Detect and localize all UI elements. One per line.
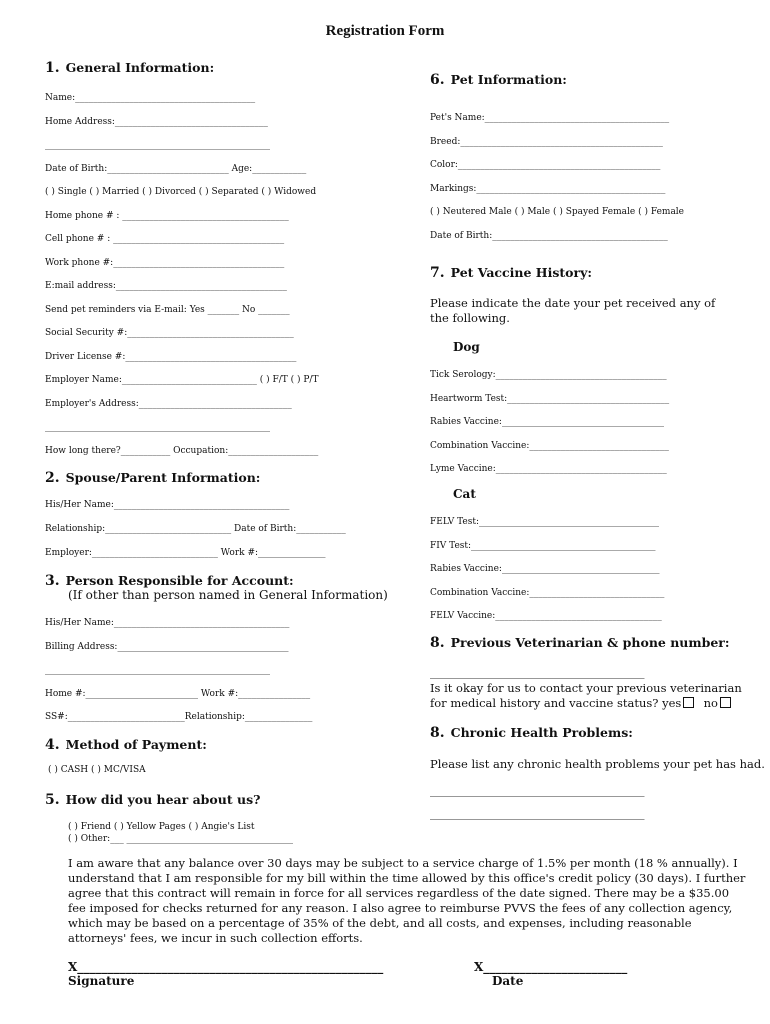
prev-vet-field[interactable]: _______________________________________: [430, 666, 645, 679]
general-field-5[interactable]: ( ) Single ( ) Married ( ) Divorced ( ) Separated ( ) Widowed: [45, 187, 317, 197]
general-field-4[interactable]: Date of Birth:___________________________ Age:____________: [45, 163, 307, 174]
pet-field-4[interactable]: Markings:__________________________________________: [430, 183, 666, 194]
responsible-field-2[interactable]: Billing Address:______________________________________: [45, 641, 289, 652]
spouse-field-1[interactable]: His/Her Name:_______________________________________: [45, 500, 290, 510]
dog-vaccine-field-2[interactable]: Heartworm Test:____________________________________: [430, 393, 670, 404]
date-label: Date: [492, 974, 524, 988]
general-field-12[interactable]: Driver License #:______________________________________: [45, 351, 297, 362]
pet-field-5[interactable]: ( ) Neutered Male ( ) Male ( ) Spayed Female ( ) Female: [430, 207, 685, 217]
hear-about-heading: 5. How did you hear about us?: [45, 792, 261, 808]
prev-vet-question: Is it okay for us to contact your previous veterinarian for medical history and vaccine status? yes no: [430, 681, 742, 710]
payment-options[interactable]: ( ) CASH ( ) MC/VISA: [48, 765, 146, 775]
responsible-field-4[interactable]: Home #:_________________________ Work #:________________: [45, 688, 311, 699]
cat-vaccine-field-3[interactable]: Rabies Vaccine:___________________________________: [430, 564, 660, 574]
general-field-8[interactable]: Work phone #:______________________________________: [45, 257, 285, 268]
payment-heading: 4. Method of Payment:: [45, 737, 207, 753]
vaccine-heading: 7. Pet Vaccine History:: [430, 265, 592, 281]
signature-label: Signature: [68, 974, 135, 988]
prev-vet-heading: 8. Previous Veterinarian & phone number:: [430, 635, 730, 651]
spouse-field-3[interactable]: Employer:____________________________ Work #:_______________: [45, 548, 326, 558]
spouse-field-2[interactable]: Relationship:____________________________ Date of Birth:___________: [45, 524, 346, 534]
date-line[interactable]: X________________________: [474, 960, 628, 974]
dog-vaccine-field-5[interactable]: Lyme Vaccine:______________________________________: [430, 464, 667, 474]
responsible-subheading: (If other than person named in General Information): [68, 588, 388, 602]
general-info-heading: 1. General Information:: [45, 60, 215, 76]
cat-label: Cat: [453, 487, 476, 501]
spouse-info-heading: 2. Spouse/Parent Information:: [45, 470, 261, 486]
pet-field-3[interactable]: Color:_____________________________________________: [430, 160, 661, 170]
dog-vaccine-field-4[interactable]: Combination Vaccine:_______________________________: [430, 440, 669, 451]
general-field-13[interactable]: Employer Name:______________________________ ( ) F/T ( ) P/T: [45, 375, 319, 385]
pet-info-heading: 6. Pet Information:: [430, 72, 567, 88]
general-field-15[interactable]: __________________________________________________: [45, 422, 270, 432]
vaccine-intro: Please indicate the date your pet received any of the following.: [430, 296, 716, 325]
cat-vaccine-field-1[interactable]: FELV Test:________________________________________: [430, 517, 659, 527]
no-checkbox[interactable]: [720, 697, 731, 708]
responsible-heading: 3. Person Responsible for Account:: [45, 573, 294, 589]
general-field-6[interactable]: Home phone # : _____________________________________: [45, 210, 289, 221]
pet-field-6[interactable]: Date of Birth:_______________________________________: [430, 230, 668, 241]
hear-about-other[interactable]: ( ) Other:___ _____________________________________: [68, 834, 294, 844]
pet-field-1[interactable]: Pet's Name:_________________________________________: [430, 113, 670, 123]
signature-line[interactable]: X___________________________________________________: [68, 960, 384, 974]
chronic-text: Please list any chronic health problems your pet has had.: [430, 757, 765, 771]
general-field-16[interactable]: How long there?___________ Occupation:____________________: [45, 445, 319, 456]
dog-vaccine-field-3[interactable]: Rabies Vaccine:____________________________________: [430, 417, 664, 427]
general-field-9[interactable]: E:mail address:______________________________________: [45, 281, 287, 291]
cat-vaccine-field-4[interactable]: Combination Vaccine:______________________________: [430, 587, 665, 598]
dog-label: Dog: [453, 340, 480, 354]
general-field-2[interactable]: Home Address:__________________________________: [45, 116, 268, 127]
dog-vaccine-field-1[interactable]: Tick Serology:______________________________________: [430, 370, 667, 380]
responsible-field-3[interactable]: __________________________________________________: [45, 665, 270, 675]
general-field-14[interactable]: Employer's Address:__________________________________: [45, 398, 292, 409]
chronic-field-1[interactable]: _______________________________________: [430, 784, 645, 797]
general-field-3[interactable]: __________________________________________________: [45, 140, 270, 150]
chronic-field-2[interactable]: _______________________________________: [430, 807, 645, 820]
cat-vaccine-field-2[interactable]: FIV Test:_________________________________________: [430, 540, 656, 551]
responsible-field-5[interactable]: SS#:__________________________Relationship:_______________: [45, 712, 313, 722]
hear-about-options[interactable]: ( ) Friend ( ) Yellow Pages ( ) Angie's List: [68, 822, 255, 832]
pet-field-2[interactable]: Breed:_____________________________________________: [430, 136, 663, 147]
form-title: Registration Form: [325, 23, 445, 39]
terms-paragraph: I am aware that any balance over 30 days may be subject to a service charge of 1.5% per month (18 % annually). I understand that I am responsible for my bill within the time allowed by this office's credit policy (30 days). I further agree that this contract will remain in force for all services regardless of the date signed. There may be a $35.00 fee imposed for checks returned for any reason. I also agree to reimburse PVVS the fees of any collection agency, which may be based on a percentage of 35% of the debt, and all costs, and expenses, including reasonable attorneys' fees, we incur in such collection efforts.: [68, 856, 746, 945]
general-field-10[interactable]: Send pet reminders via E-mail: Yes _______ No _______: [45, 304, 290, 315]
yes-checkbox[interactable]: [683, 697, 694, 708]
general-field-1[interactable]: Name:________________________________________: [45, 93, 256, 103]
responsible-field-1[interactable]: His/Her Name:_______________________________________: [45, 618, 290, 628]
cat-vaccine-field-5[interactable]: FELV Vaccine:_____________________________________: [430, 611, 662, 621]
general-field-11[interactable]: Social Security #:_____________________________________: [45, 328, 294, 338]
chronic-heading: 8. Chronic Health Problems:: [430, 725, 633, 741]
general-field-7[interactable]: Cell phone # : ______________________________________: [45, 234, 285, 244]
